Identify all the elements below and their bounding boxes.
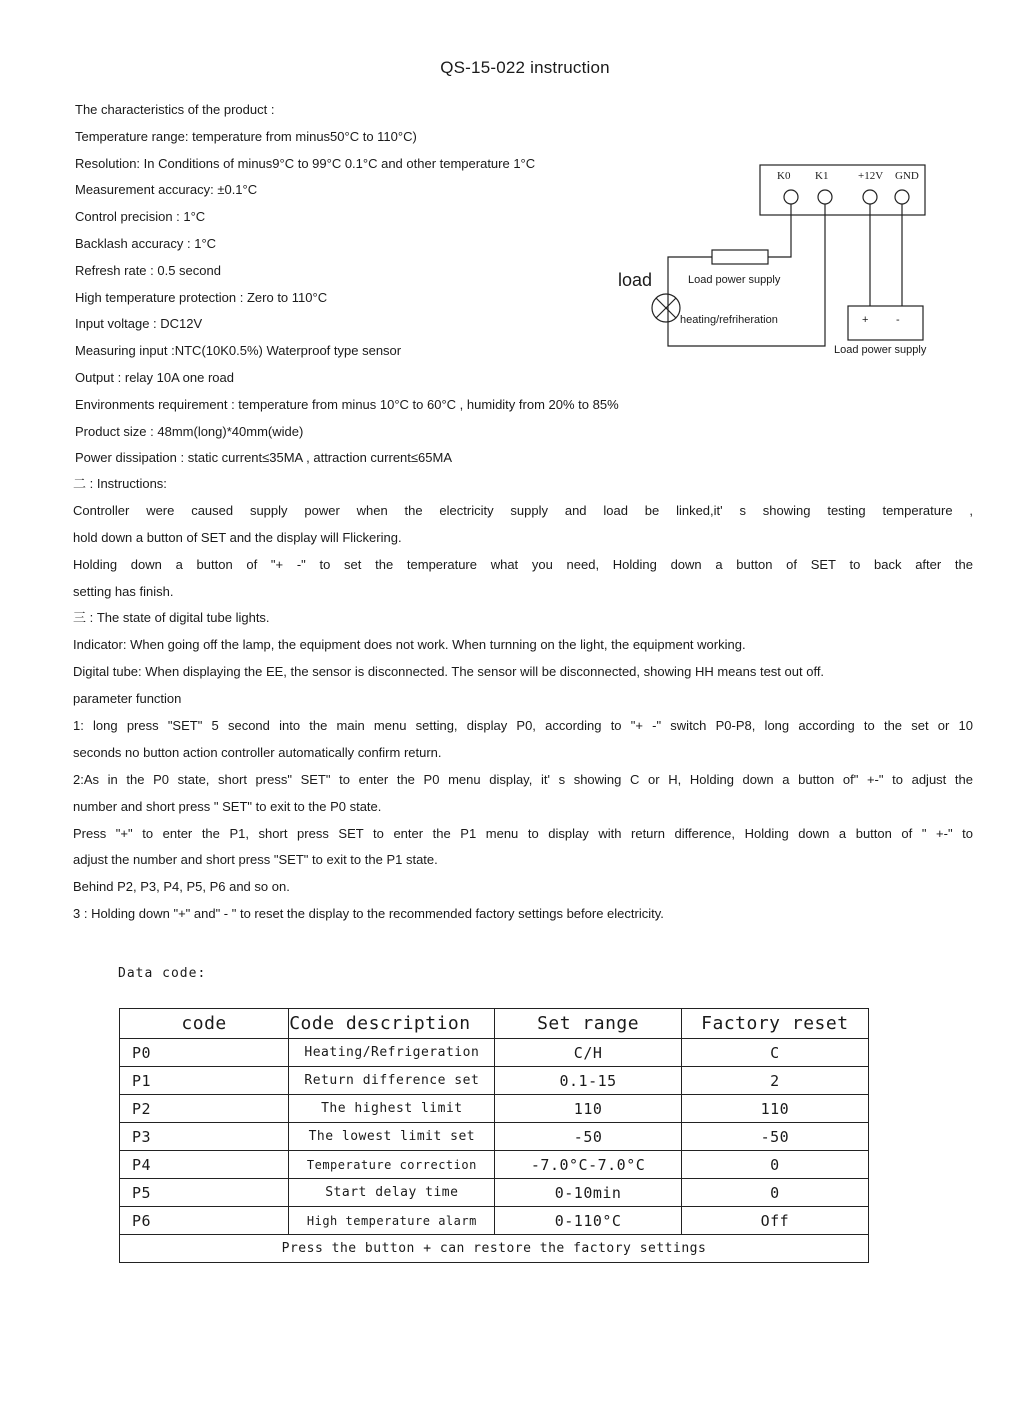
table-row: [120, 1151, 869, 1179]
heating-label: heating/refriheration: [680, 314, 778, 326]
code-cell: P0: [120, 1039, 289, 1067]
instruction-line: 1: long press "SET" 5 second into the main menu setting, display P0, according to "+ -" switch P0-P8, long according to the set or 10: [73, 718, 973, 734]
table-row: [120, 1067, 869, 1095]
description-cell: Start delay time: [289, 1179, 495, 1207]
table-row: [120, 1179, 869, 1207]
description-cell: Temperature correction: [289, 1151, 495, 1179]
spec-line: High temperature protection : Zero to 110°C: [75, 289, 328, 305]
table-row: [120, 1207, 869, 1235]
spec-line: Input voltage : DC12V: [75, 316, 203, 332]
terminal-12v-label: +12V: [858, 170, 884, 182]
product-characteristics: [75, 100, 635, 475]
instruction-line: hold down a button of SET and the display will Flickering.: [73, 529, 402, 545]
spec-line: Output : relay 10A one road: [75, 369, 234, 385]
instruction-line: Press "+" to enter the P1, short press SET to enter the P1 menu to display with return difference, Holding down a button of " +-" to: [73, 825, 973, 841]
instruction-line: adjust the number and short press "SET" to exit to the P1 state.: [73, 852, 438, 868]
wiring-diagram: [610, 160, 960, 370]
instruction-line: 3 : Holding down "+" and" - " to reset the display to the recommended factory settings before electricity.: [73, 906, 664, 922]
table-header-row: [120, 1009, 869, 1039]
instruction-line: Behind P2, P3, P4, P5, P6 and so on.: [73, 879, 290, 895]
range-cell: C/H: [495, 1039, 681, 1067]
spec-line: The characteristics of the product :: [75, 102, 275, 117]
wiring-lines: [610, 160, 960, 370]
reset-cell: 0: [681, 1179, 868, 1207]
range-cell: 0-10min: [495, 1179, 681, 1207]
instruction-line: number and short press " SET" to exit to the P0 state.: [73, 798, 382, 814]
terminal-k0-label: K0: [777, 170, 791, 182]
instruction-line: Digital tube: When displaying the EE, the sensor is disconnected. The sensor will be disconnected, showing HH means test out off.: [73, 664, 825, 680]
code-cell: P5: [120, 1179, 289, 1207]
spec-line: Environments requirement : temperature from minus 10°C to 60°C , humidity from 20% to 85%: [75, 396, 619, 412]
table-row: [120, 1123, 869, 1151]
header-factory-reset: Factory reset: [681, 1009, 868, 1039]
reset-cell: 2: [681, 1067, 868, 1095]
code-cell: P3: [120, 1123, 289, 1151]
description-cell: The lowest limit set: [289, 1123, 495, 1151]
instruction-line: 二 : Instructions:: [73, 476, 167, 491]
table-footer-row: [120, 1235, 869, 1263]
reset-cell: Off: [681, 1207, 868, 1235]
load-power-supply-label: Load power supply: [688, 274, 781, 286]
factory-restore-note: Press the button + can restore the factory settings: [120, 1235, 869, 1263]
supply-minus-label: -: [896, 314, 900, 326]
instructions-section: [73, 474, 973, 931]
code-cell: P2: [120, 1095, 289, 1123]
description-cell: The highest limit: [289, 1095, 495, 1123]
code-cell: P4: [120, 1151, 289, 1179]
instruction-line: 2:As in the P0 state, short press" SET" to enter the P0 menu display, it' s showing C or H, Holding down a button of" +-" to adjust the: [73, 771, 973, 787]
range-cell: -7.0°C-7.0°C: [495, 1151, 681, 1179]
document-title: QS-15-022 instruction: [440, 58, 610, 77]
code-cell: P6: [120, 1207, 289, 1235]
instruction-line: setting has finish.: [73, 583, 174, 599]
reset-cell: 110: [681, 1095, 868, 1123]
range-cell: 0-110°C: [495, 1207, 681, 1235]
header-description: Code description: [289, 1009, 495, 1039]
code-cell: P1: [120, 1067, 289, 1095]
spec-line: Backlash accuracy : 1°C: [75, 235, 217, 251]
reset-cell: 0: [681, 1151, 868, 1179]
load-label: load: [618, 270, 653, 290]
spec-line: Temperature range: temperature from minus50°C to 110°C): [75, 128, 417, 144]
supply-label: Load power supply: [834, 344, 927, 356]
spec-line: Measurement accuracy: ±0.1°C: [75, 182, 258, 198]
spec-line: Control precision : 1°C: [75, 209, 206, 225]
header-code: code: [120, 1009, 289, 1039]
terminal-k1-label: K1: [815, 170, 829, 182]
instruction-line: parameter function: [73, 691, 182, 707]
description-cell: High temperature alarm: [289, 1207, 495, 1235]
data-code-label: Data code:: [118, 966, 207, 981]
instruction-line: Controller were caused supply power when the electricity supply and load be linked,it' s showing testing temperature ,: [73, 502, 973, 518]
range-cell: 110: [495, 1095, 681, 1123]
reset-cell: -50: [681, 1123, 868, 1151]
instruction-line: 三 : The state of digital tube lights.: [73, 610, 270, 626]
table-row: [120, 1039, 869, 1067]
reset-cell: C: [681, 1039, 868, 1067]
spec-line: Measuring input :NTC(10K0.5%) Waterproof type sensor: [75, 343, 402, 359]
supply-plus-label: +: [862, 314, 869, 326]
description-cell: Heating/Refrigeration: [289, 1039, 495, 1067]
spec-line: Resolution: In Conditions of minus9°C to 99°C 0.1°C and other temperature 1°C: [75, 155, 536, 171]
description-cell: Return difference set: [289, 1067, 495, 1095]
range-cell: -50: [495, 1123, 681, 1151]
spec-line: Product size : 48mm(long)*40mm(wide): [75, 423, 304, 439]
instruction-line: Indicator: When going off the lamp, the equipment does not work. When turnning on the light, the equipment working.: [73, 637, 746, 653]
instruction-line: seconds no button action controller automatically confirm return.: [73, 744, 442, 760]
range-cell: 0.1-15: [495, 1067, 681, 1095]
instruction-line: Holding down a button of "+ -" to set the temperature what you need, Holding down a button of SET to back after the: [73, 556, 973, 572]
table-row: [120, 1095, 869, 1123]
spec-line: Refresh rate : 0.5 second: [75, 262, 221, 278]
header-set-range: Set range: [495, 1009, 681, 1039]
spec-line: Power dissipation : static current≤35MA , attraction current≤65MA: [75, 450, 452, 466]
data-code-table: [119, 1008, 869, 1263]
terminal-gnd-label: GND: [895, 170, 919, 182]
